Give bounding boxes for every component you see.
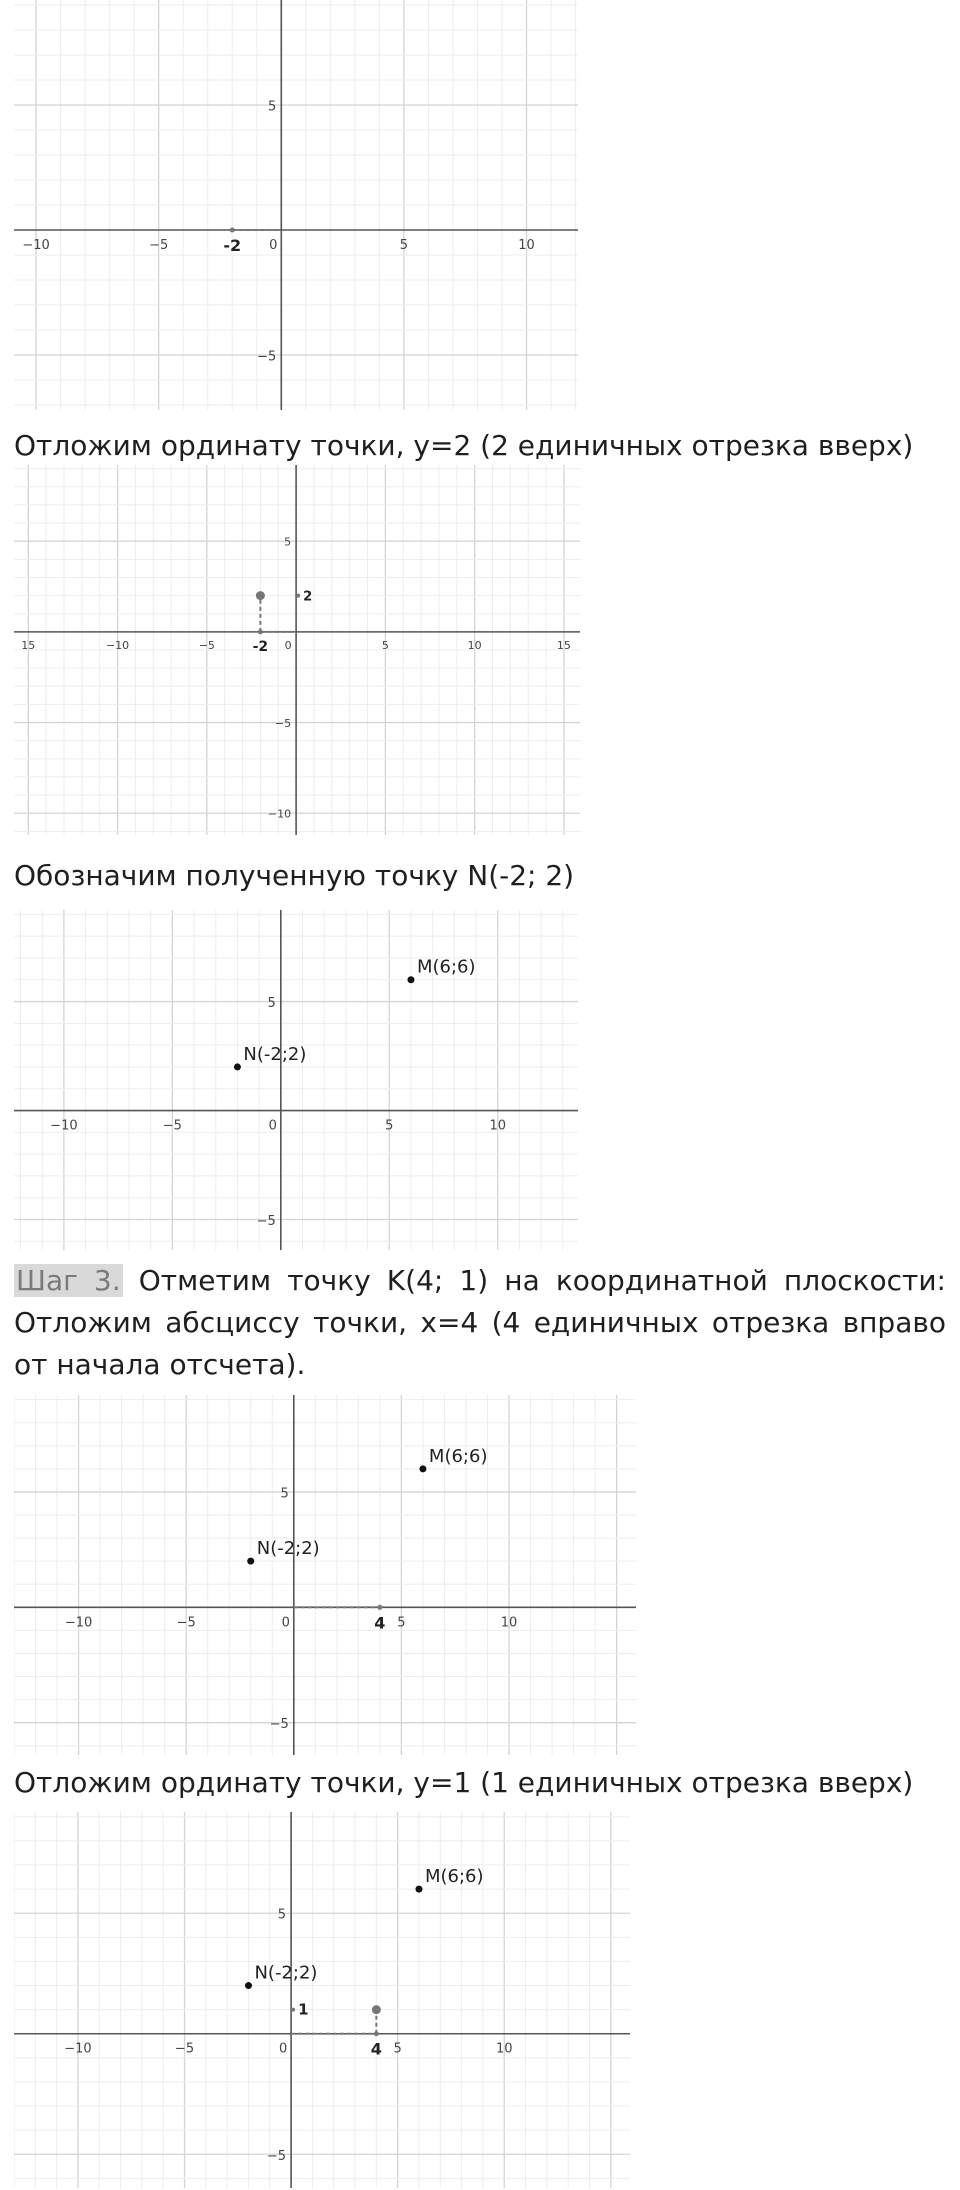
y-mark-dot <box>296 594 300 598</box>
x-tick-label: 5 <box>399 238 409 253</box>
y-tick-label: 5 <box>280 1486 289 1502</box>
y-tick-label: 5 <box>267 996 276 1012</box>
coordinate-plane-5 <box>14 1812 630 2188</box>
x-tick-label: 5 <box>385 1118 394 1134</box>
helper-point <box>256 591 265 600</box>
caption-ordinate-y1: Отложим ординату точки, y=1 (1 единичных отрезка вверх) <box>14 1766 914 1799</box>
point-label: N(-2;2) <box>243 1043 307 1065</box>
grid <box>14 1812 630 2188</box>
x-highlight-label: 4 <box>370 2039 382 2059</box>
x-tick-label: −10 <box>64 1615 93 1631</box>
data-point <box>234 1063 241 1070</box>
x-tick-label: 15 <box>556 638 571 652</box>
y-tick-label: 5 <box>268 99 277 115</box>
x-tick-label: 15 <box>21 638 36 652</box>
point-label: M(6;6) <box>416 956 476 978</box>
y-highlight-label: 2 <box>303 589 313 605</box>
x-highlight-label: 4 <box>374 1613 386 1633</box>
grid <box>14 910 578 1250</box>
x-mark-dot <box>377 1605 382 1610</box>
x-tick-label: 10 <box>495 2041 513 2057</box>
x-tick-label: −5 <box>174 2041 195 2057</box>
x-tick-label: −5 <box>176 1615 196 1631</box>
x-mark-dot <box>258 629 263 634</box>
caption-step-3 <box>14 1260 946 1386</box>
x-tick-label: 10 <box>489 1118 507 1134</box>
y-tick-label: −5 <box>257 349 277 365</box>
x-tick-label: 0 <box>284 638 292 652</box>
point-label: N(-2;2) <box>256 1538 320 1560</box>
x-tick-label: −10 <box>64 2041 92 2057</box>
x-tick-label: 10 <box>467 638 482 652</box>
x-tick-label: 0 <box>269 238 278 253</box>
helper-point <box>372 2005 381 2014</box>
data-point <box>247 1558 254 1565</box>
x-tick-label: 5 <box>393 2041 402 2057</box>
data-point <box>415 1886 422 1893</box>
x-tick-label: 10 <box>518 238 535 253</box>
x-tick-label: −10 <box>22 238 50 253</box>
x-tick-label: 0 <box>278 2041 288 2057</box>
data-point <box>245 1982 252 1989</box>
x-tick-label: −10 <box>105 638 130 652</box>
x-tick-label: −10 <box>50 1118 78 1134</box>
x-mark-dot <box>374 2031 379 2036</box>
coordinate-plane-2 <box>14 465 580 835</box>
y-tick-label: −5 <box>256 1213 276 1229</box>
y-tick-label: −5 <box>266 2148 287 2164</box>
grid <box>14 465 580 835</box>
coordinate-plane-1 <box>14 0 578 410</box>
y-tick-label: −5 <box>269 1717 289 1733</box>
y-tick-label: −10 <box>267 807 292 821</box>
step-label: Шаг 3. <box>16 1264 121 1297</box>
x-tick-label: 5 <box>381 638 389 652</box>
x-tick-label: −5 <box>162 1118 182 1134</box>
coordinate-plane-3 <box>14 910 578 1250</box>
caption-point-n: Обозначим полученную точку N(-2; 2) <box>14 859 575 892</box>
x-mark-dot <box>230 228 235 233</box>
x-tick-label: 5 <box>397 1615 406 1631</box>
point-label: M(6;6) <box>424 1866 484 1888</box>
coordinate-plane-4 <box>14 1395 636 1755</box>
point-label: M(6;6) <box>428 1445 488 1467</box>
data-point <box>419 1465 426 1472</box>
x-tick-label: −5 <box>198 638 215 652</box>
grid <box>14 1395 636 1755</box>
y-mark-dot <box>291 2008 295 2012</box>
x-tick-label: 10 <box>500 1615 518 1631</box>
y-tick-label: 5 <box>277 1907 287 1923</box>
x-tick-label: −5 <box>149 238 169 253</box>
caption-ordinate-y2: Отложим ординату точки, y=2 (2 единичных отрезка вверх) <box>14 429 914 462</box>
y-tick-label: 5 <box>284 535 292 549</box>
x-tick-label: 0 <box>281 1615 290 1631</box>
point-label: N(-2;2) <box>254 1962 318 1984</box>
data-point <box>407 976 414 983</box>
x-highlight-label: -2 <box>252 638 269 655</box>
step-3-text: Отметим точку K(4; 1) на координатной плоскости: Отложим абсциссу точки, x=4 (4 единичных отрезка вправо от начала отсчета). <box>14 1264 946 1381</box>
grid <box>14 0 578 410</box>
x-tick-label: 0 <box>268 1118 277 1134</box>
y-highlight-label: 1 <box>298 2000 309 2019</box>
y-tick-label: −5 <box>274 717 292 731</box>
x-highlight-label: -2 <box>223 236 242 255</box>
